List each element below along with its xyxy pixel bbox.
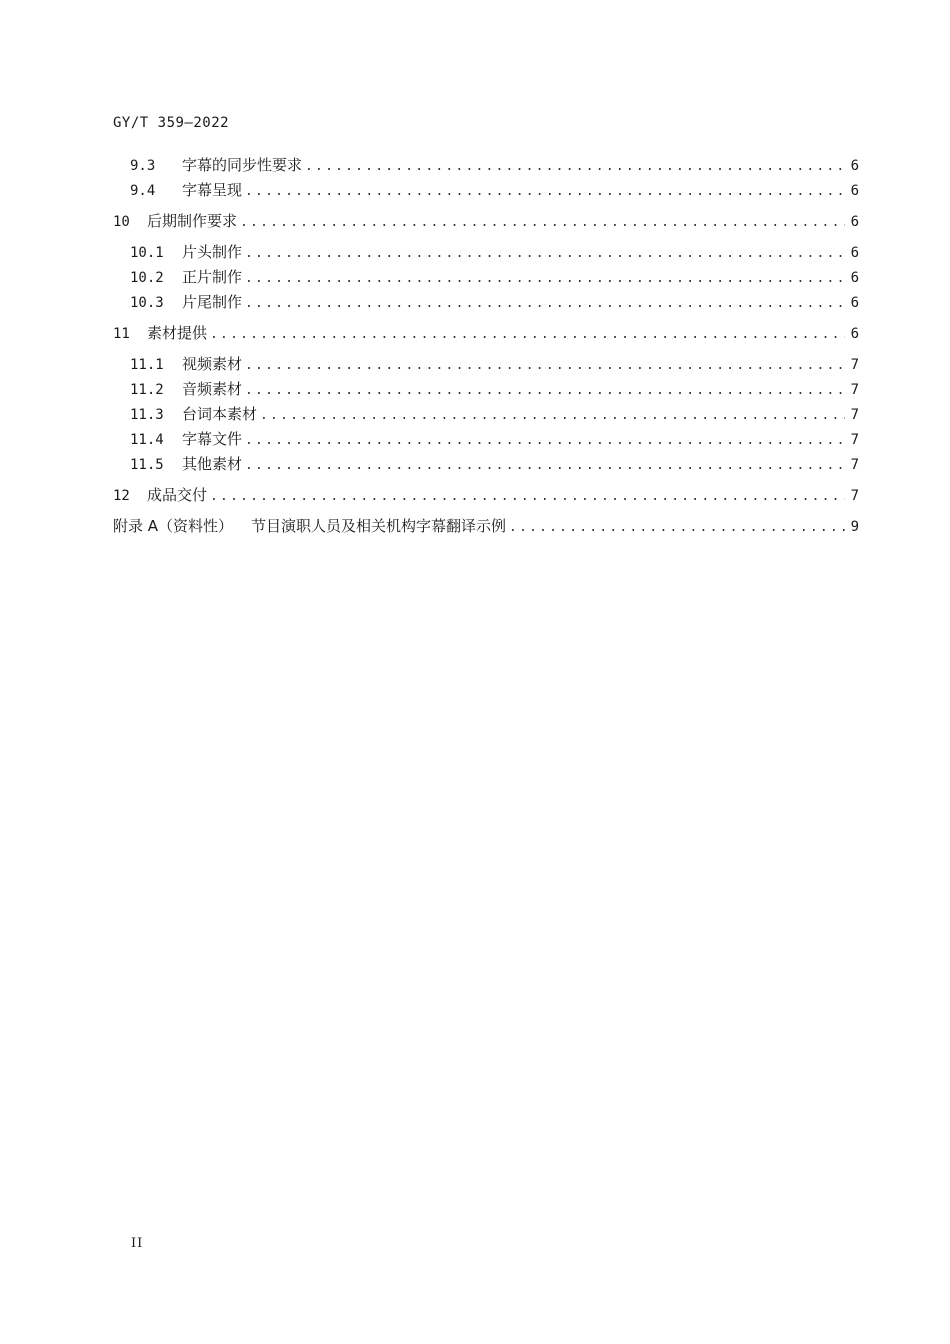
toc-entry-title: 成品交付 <box>147 486 208 504</box>
toc-entry-page: 6 <box>850 183 859 199</box>
toc-entry-page: 7 <box>850 488 859 504</box>
toc-entry-10[interactable] <box>113 210 859 241</box>
toc-entry-page: 6 <box>850 214 859 230</box>
dot-leader <box>245 293 845 315</box>
toc-entry-10-1[interactable] <box>113 241 859 266</box>
appendix-prefix: 附录 A（资料性） <box>113 517 234 535</box>
toc-entry-page: 6 <box>850 295 859 311</box>
toc-entry-title: 音频素材 <box>182 380 243 398</box>
dot-leader <box>245 430 845 452</box>
toc-entry-page: 7 <box>850 432 859 448</box>
toc-entry-9-3[interactable] <box>113 154 859 179</box>
toc-entry-title: 后期制作要求 <box>147 212 238 230</box>
toc-entry-10-2[interactable] <box>113 266 859 291</box>
toc-entry-12[interactable] <box>113 484 859 515</box>
toc-entry-title: 台词本素材 <box>182 405 258 423</box>
toc-entry-11[interactable] <box>113 322 859 353</box>
toc-entry-title: 字幕文件 <box>182 430 243 448</box>
toc-entry-11-2[interactable] <box>113 378 859 403</box>
appendix-title: 节目演职人员及相关机构字幕翻译示例 <box>251 517 507 535</box>
toc-entry-page: 7 <box>850 457 859 473</box>
dot-leader <box>245 243 845 265</box>
toc-entry-number: 11.3 <box>130 407 164 423</box>
dot-leader <box>245 455 845 477</box>
toc-entry-9-4[interactable] <box>113 179 859 210</box>
toc-entry-number: 11.4 <box>130 432 164 448</box>
toc-entry-11-1[interactable] <box>113 353 859 378</box>
dot-leader <box>240 212 845 234</box>
toc-entry-page: 7 <box>850 357 859 373</box>
dot-leader <box>245 181 845 203</box>
toc-entry-page: 9 <box>850 519 859 535</box>
page-number: II <box>131 1236 144 1251</box>
toc-entry-page: 6 <box>850 245 859 261</box>
document-code: GY/T 359—2022 <box>113 115 230 131</box>
toc-entry-11-3[interactable] <box>113 403 859 428</box>
toc-entry-page: 7 <box>850 407 859 423</box>
dot-leader <box>245 355 845 377</box>
toc-entry-11-4[interactable] <box>113 428 859 453</box>
toc-entry-title: 字幕呈现 <box>182 181 243 199</box>
toc-entry-page: 6 <box>850 270 859 286</box>
dot-leader <box>260 405 845 427</box>
dot-leader <box>210 324 845 346</box>
dot-leader <box>245 268 845 290</box>
toc-entry-number: 11.2 <box>130 382 164 398</box>
toc-entry-number: 10 <box>113 214 130 230</box>
toc-entry-number: 9.3 <box>130 158 156 174</box>
dot-leader <box>245 380 845 402</box>
toc-entry-title: 片头制作 <box>182 243 243 261</box>
toc-entry-title: 其他素材 <box>182 455 243 473</box>
dot-leader <box>509 517 845 539</box>
toc-entry-page: 6 <box>850 326 859 342</box>
toc-entry-page: 6 <box>850 158 859 174</box>
toc-entry-11-5[interactable] <box>113 453 859 484</box>
toc-entry-number: 10.3 <box>130 295 164 311</box>
toc-entry-title: 片尾制作 <box>182 293 243 311</box>
dot-leader <box>210 486 845 508</box>
table-of-contents <box>113 154 859 546</box>
toc-entry-title: 字幕的同步性要求 <box>182 156 303 174</box>
toc-entry-title: 素材提供 <box>147 324 208 342</box>
dot-leader <box>305 156 845 178</box>
toc-entry-number: 9.4 <box>130 183 156 199</box>
toc-entry-number: 11.5 <box>130 457 164 473</box>
toc-entry-title: 视频素材 <box>182 355 243 373</box>
toc-entry-number: 11.1 <box>130 357 164 373</box>
toc-entry-page: 7 <box>850 382 859 398</box>
toc-entry-title: 正片制作 <box>182 268 243 286</box>
toc-entry-number: 10.1 <box>130 245 164 261</box>
toc-entry-number: 12 <box>113 488 130 504</box>
toc-entry-number: 10.2 <box>130 270 164 286</box>
toc-entry-appendix-a[interactable] <box>113 515 859 546</box>
toc-entry-number: 11 <box>113 326 130 342</box>
toc-entry-10-3[interactable] <box>113 291 859 322</box>
